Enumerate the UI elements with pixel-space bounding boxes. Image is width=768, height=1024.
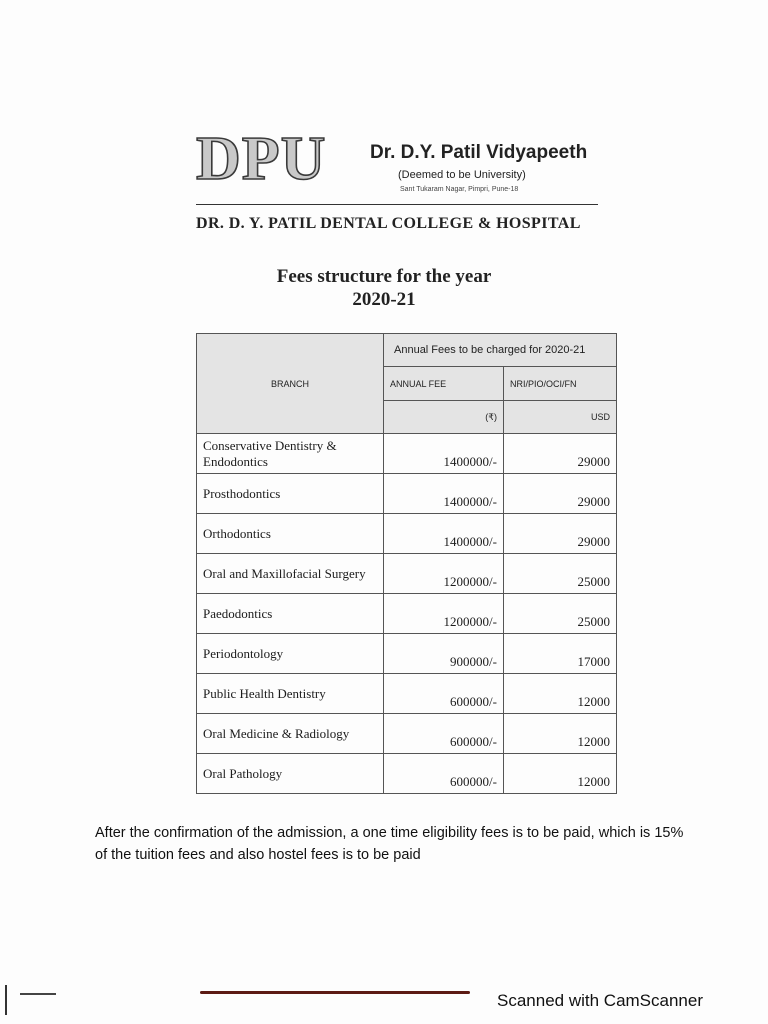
fees-table: [196, 333, 617, 794]
branch-header: BRANCH: [197, 334, 384, 434]
table-row: [197, 514, 617, 554]
table-row: [197, 754, 617, 794]
scan-edge-mark: [20, 993, 56, 995]
nri-fee-header: NRI/PIO/OCI/FN: [504, 367, 617, 401]
annual-fee: 600000/-: [384, 674, 504, 714]
usd-fee: 29000: [504, 474, 617, 514]
scan-margin-mark: [5, 985, 7, 1015]
usd-fee: 12000: [504, 754, 617, 794]
usd-fee: 12000: [504, 714, 617, 754]
university-address: Sant Tukaram Nagar, Pimpri, Pune-18: [400, 186, 519, 193]
rupee-unit-header: (₹): [384, 401, 504, 434]
table-row: [197, 594, 617, 634]
annual-fee: 600000/-: [384, 754, 504, 794]
scan-bottom-edge: [200, 991, 470, 994]
annual-fee: 1200000/-: [384, 554, 504, 594]
usd-fee: 25000: [504, 554, 617, 594]
university-name: Dr. D.Y. Patil Vidyapeeth: [370, 142, 588, 163]
table-row: [197, 714, 617, 754]
usd-fee: 29000: [504, 514, 617, 554]
usd-fee: 12000: [504, 674, 617, 714]
eligibility-fee-note: After the confirmation of the admission, a one time eligibility fees is to be paid, which is 15% of the tuition fees and also hostel fees is to be paid: [95, 825, 684, 863]
camscanner-watermark: Scanned with CamScanner: [497, 991, 704, 1010]
document-title: Fees structure for the year: [276, 266, 492, 287]
branch-name: Oral Medicine & Radiology: [197, 714, 384, 754]
table-row: [197, 634, 617, 674]
branch-name: Orthodontics: [197, 514, 384, 554]
dpu-logo: DPU: [196, 125, 327, 193]
branch-name: Prosthodontics: [197, 474, 384, 514]
table-row: [197, 474, 617, 514]
usd-unit-header: USD: [504, 401, 617, 434]
document-year: 2020-21: [352, 289, 416, 310]
usd-fee: 17000: [504, 634, 617, 674]
annual-fee: 1400000/-: [384, 434, 504, 474]
branch-name: Oral and Maxillofacial Surgery: [197, 554, 384, 594]
annual-fee: 1200000/-: [384, 594, 504, 634]
annual-fee: 1400000/-: [384, 514, 504, 554]
table-row: [197, 674, 617, 714]
usd-fee: 29000: [504, 434, 617, 474]
table-row: [197, 554, 617, 594]
university-status: (Deemed to be University): [398, 169, 526, 181]
annual-fee: 600000/-: [384, 714, 504, 754]
annual-fee-header: ANNUAL FEE: [384, 367, 504, 401]
header-divider: [196, 204, 598, 205]
branch-name: Conservative Dentistry & Endodontics: [197, 434, 384, 474]
annual-fee: 1400000/-: [384, 474, 504, 514]
annual-fee: 900000/-: [384, 634, 504, 674]
college-name: DR. D. Y. PATIL DENTAL COLLEGE & HOSPITAL: [196, 215, 581, 232]
branch-name: Periodontology: [197, 634, 384, 674]
table-row: [197, 434, 617, 474]
branch-name: Paedodontics: [197, 594, 384, 634]
branch-name: Oral Pathology: [197, 754, 384, 794]
branch-name: Public Health Dentistry: [197, 674, 384, 714]
annual-fees-group-header: Annual Fees to be charged for 2020-21: [384, 334, 617, 367]
usd-fee: 25000: [504, 594, 617, 634]
